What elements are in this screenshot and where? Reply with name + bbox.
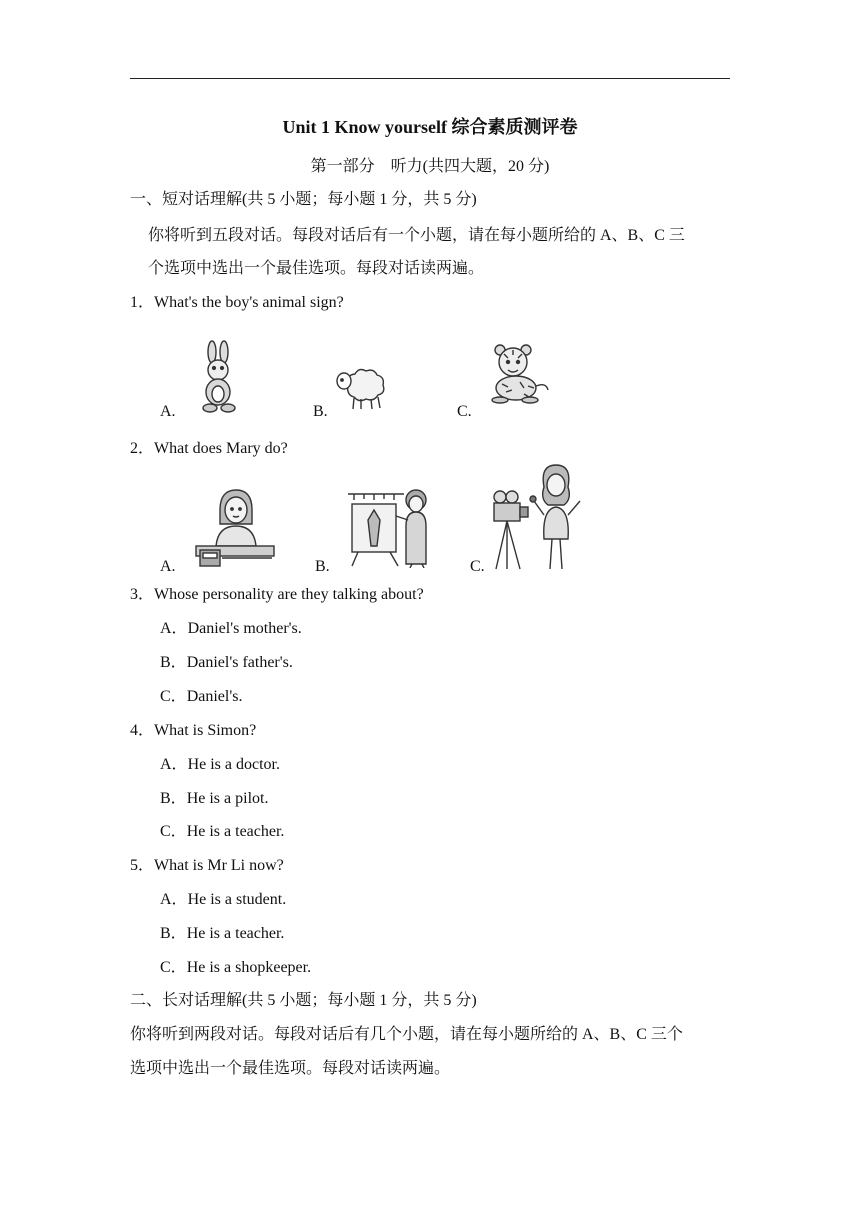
q4-option-a[interactable] <box>160 755 280 775</box>
option-text: He is a pilot. <box>186 790 269 807</box>
section1-heading: 一、短对话理解(共 5 小题；每小题 1 分，共 5 分) <box>130 191 477 208</box>
sheep-icon[interactable] <box>334 362 390 412</box>
option-text: Daniel's father's. <box>186 654 293 671</box>
option-text: He is a student. <box>187 891 287 908</box>
reporter-icon[interactable] <box>488 463 588 573</box>
q3-option-b[interactable] <box>160 653 293 673</box>
q2-option-a-label: A. <box>160 558 176 575</box>
option-text: He is a doctor. <box>187 756 280 773</box>
designer-icon[interactable] <box>344 486 440 568</box>
question-4 <box>130 721 256 741</box>
page-title: Unit 1 Know yourself 综合素质测评卷 <box>282 117 578 137</box>
part-subtitle: 第一部分 听力(共四大题，20 分) <box>310 158 550 175</box>
question-number: 2． <box>130 440 155 457</box>
option-label: A． <box>160 756 188 773</box>
option-text: He is a shopkeeper. <box>186 959 312 976</box>
question-text: What is Simon? <box>154 722 257 739</box>
option-text: Daniel's mother's. <box>187 620 302 637</box>
question-number: 3． <box>130 586 155 603</box>
q5-option-c[interactable] <box>160 958 311 978</box>
question-number: 5． <box>130 857 155 874</box>
q1-option-a-label: A. <box>160 403 176 420</box>
option-label: C． <box>160 959 187 976</box>
question-1 <box>130 293 344 313</box>
top-rule <box>130 78 730 79</box>
question-3 <box>130 585 424 605</box>
question-text: What is Mr Li now? <box>154 857 284 874</box>
tiger-icon[interactable] <box>486 342 550 404</box>
question-5 <box>130 856 284 876</box>
q5-option-b[interactable] <box>160 924 284 944</box>
section2-heading: 二、长对话理解(共 5 小题；每小题 1 分，共 5 分) <box>130 992 477 1009</box>
cashier-icon[interactable] <box>192 488 276 570</box>
question-text: Whose personality are they talking about? <box>154 586 424 603</box>
option-label: B． <box>160 790 187 807</box>
section2-instruction-2: 选项中选出一个最佳选项。每段对话读两遍。 <box>130 1060 451 1077</box>
option-text: Daniel's. <box>186 688 243 705</box>
option-text: He is a teacher. <box>186 823 285 840</box>
q3-option-c[interactable] <box>160 687 242 707</box>
option-text: He is a teacher. <box>186 925 285 942</box>
q1-option-c-label: C. <box>457 403 472 420</box>
option-label: B． <box>160 654 187 671</box>
q4-option-b[interactable] <box>160 789 268 809</box>
question-number: 4． <box>130 722 155 739</box>
option-label: C． <box>160 688 187 705</box>
option-label: A． <box>160 891 188 908</box>
question-text: What does Mary do? <box>154 440 288 457</box>
option-label: B． <box>160 925 187 942</box>
q2-option-c-label: C. <box>470 558 485 575</box>
q4-option-c[interactable] <box>160 822 284 842</box>
section1-instruction-2: 个选项中选出一个最佳选项。每段对话读两遍。 <box>148 260 485 277</box>
q1-option-b-label: B. <box>313 403 328 420</box>
question-number: 1． <box>130 294 155 311</box>
option-label: C． <box>160 823 187 840</box>
q2-option-b-label: B. <box>315 558 330 575</box>
section1-instruction-1: 你将听到五段对话。每段对话后有一个小题，请在每小题所给的 A、B、C 三 <box>148 227 685 244</box>
question-2 <box>130 439 288 459</box>
q5-option-a[interactable] <box>160 890 286 910</box>
section2-instruction-1: 你将听到两段对话。每段对话后有几个小题，请在每小题所给的 A、B、C 三个 <box>130 1026 683 1043</box>
option-label: A． <box>160 620 188 637</box>
rabbit-icon[interactable] <box>196 340 242 415</box>
q3-option-a[interactable] <box>160 619 302 639</box>
question-text: What's the boy's animal sign? <box>154 294 344 311</box>
